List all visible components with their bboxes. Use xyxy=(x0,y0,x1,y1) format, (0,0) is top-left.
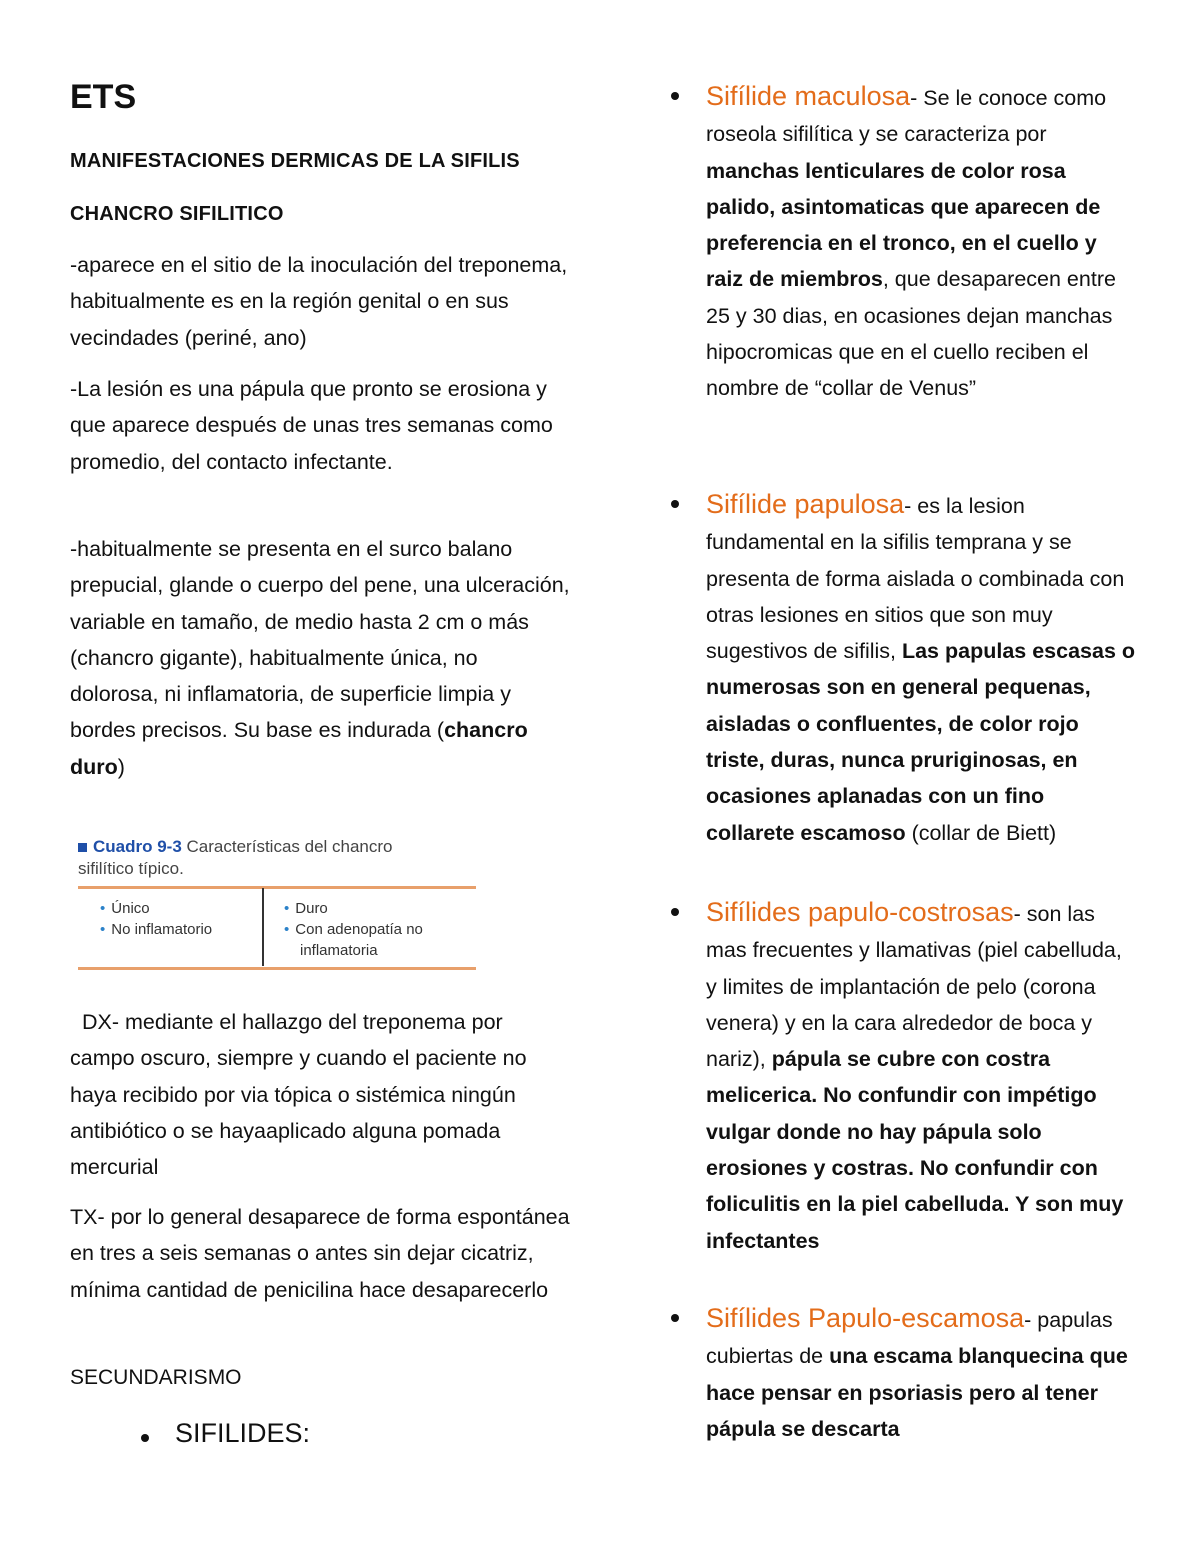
bullet-sifilide-maculosa xyxy=(706,78,1136,407)
bullet-text: - es la lesion fundamental en la sifilis temprana y se presenta de forma aislada o combinada con otras lesiones en sitios que son muy sugestivos de sifilis, xyxy=(706,494,1125,664)
bullet-heading: Sifílide papulosa xyxy=(706,489,905,519)
paragraph-tx: TX- por lo general desaparece de forma espontánea en tres a seis semanas o antes sin dejar cicatriz, mínima cantidad de penicilina hace desaparecerlo xyxy=(70,1205,570,1302)
presentation-text: -habitualmente se presenta en el surco balano prepucial, glande o cuerpo del pene, una ulceración, variable en tamaño, de medio hasta 2 cm o más (chancro gigante), habitualmente única, no dolorosa, ni inflamatoria, de superficie limpia y bordes precisos. Su base es indurada ( xyxy=(70,537,570,743)
bullet-text: (collar de Biett) xyxy=(905,820,1057,845)
bullet-text: - Se le conoce como roseola sifilítica y se caracteriza por xyxy=(706,86,1107,147)
bullet-sifilides-papulo-escamosa xyxy=(706,1300,1136,1447)
paragraph-location: -aparece en el sitio de la inoculación del treponema, habitualmente es en la región genital o en sus vecindades (periné, ano) xyxy=(70,253,568,350)
cuadro-figure xyxy=(78,836,478,976)
cuadro-item: Con adenopatía no xyxy=(295,921,423,938)
bullet-sifilide-papulosa xyxy=(706,486,1136,851)
bullet-bold-text: Las papulas escasas o numerosas son en general pequenas, aisladas o confluentes, de color rojo triste, duras, nunca pruriginosas, en ocasiones aplanadas con un fino collarete escamoso xyxy=(706,639,1136,845)
bullet-icon xyxy=(671,92,679,100)
cuadro-item: No inflamatorio xyxy=(111,921,213,938)
cuadro-top-rule xyxy=(78,886,476,889)
bullet-text: - son las mas frecuentes y llamativas (piel cabelluda, y limites de implantación de pelo (corona venera) y en la cara alrededor de boca y nariz), xyxy=(706,902,1122,1072)
sifilides-heading: SIFILIDES: xyxy=(175,1418,311,1448)
bullet-icon xyxy=(671,500,679,508)
bullet-bold-text: manchas lenticulares de color rosa palido, asintomaticas que aparecen de preferencia en el tronco, en el cuello y raiz de miembros xyxy=(706,158,1101,292)
cuadro-col2: • Duro • Con adenopatía no inflamatoria xyxy=(284,900,423,959)
subsection-heading: CHANCRO SIFILITICO xyxy=(70,203,284,225)
bullet-heading: Sifílides Papulo-escamosa xyxy=(706,1303,1025,1333)
bullet-bold-text: pápula se cubre con costra melicerica. No confundir con impétigo vulgar donde no hay pápula solo erosiones y costras. No confundir con foliculitis en la piel cabelluda. Y son muy infectantes xyxy=(706,1047,1124,1253)
bullet-bold-text: una escama blanquecina que hace pensar en psoriasis pero al tener pápula se descarta xyxy=(706,1344,1128,1441)
bullet-heading: Sifílide maculosa xyxy=(706,81,911,111)
cuadro-label: Cuadro 9-3 xyxy=(93,837,182,856)
bullet-icon xyxy=(671,1314,679,1322)
cuadro-column-divider xyxy=(262,888,264,966)
cuadro-title-text: Características del chancro xyxy=(186,837,393,856)
bullet-text: , que desaparecen entre 25 y 30 dias, en ocasiones dejan manchas hipocromicas que en el cuello reciben el nombre de “collar de Venus” xyxy=(706,267,1116,401)
bullet-heading: Sifílides papulo-costrosas xyxy=(706,897,1014,927)
square-icon xyxy=(78,843,87,852)
cuadro-bottom-rule xyxy=(78,967,476,970)
bullet-sifilides-papulo-costrosas xyxy=(706,894,1136,1259)
paragraph-dx: DX- mediante el hallazgo del treponema por campo oscuro, siempre y cuando el paciente no haya recibido por via tópica o sistémica ningún antibiótico o se hayaaplicado alguna pomada mercurial xyxy=(70,1010,527,1180)
presentation-close: ) xyxy=(117,754,125,779)
secundarismo-heading: SECUNDARISMO xyxy=(70,1366,242,1389)
document-title: ETS xyxy=(70,78,137,116)
cuadro-title-line2: sifilítico típico. xyxy=(78,859,184,878)
cuadro-caption xyxy=(78,836,393,880)
chancro-duro-term: chancro duro xyxy=(70,718,528,779)
cuadro-item: Duro xyxy=(295,900,328,917)
section-heading: MANIFESTACIONES DERMICAS DE LA SIFILIS xyxy=(70,150,520,172)
cuadro-col1: • Único • No inflamatorio xyxy=(100,900,213,938)
cuadro-item: inflamatoria xyxy=(300,942,378,959)
bullet-text: - papulas cubiertas de xyxy=(706,1308,1113,1369)
cuadro-item: Único xyxy=(111,900,150,917)
paragraph-presentation xyxy=(70,531,570,785)
bullet-icon xyxy=(141,1434,149,1442)
paragraph-lesion: -La lesión es una pápula que pronto se erosiona y que aparece después de unas tres semanas como promedio, del contacto infectante. xyxy=(70,377,553,474)
bullet-icon xyxy=(671,908,679,916)
